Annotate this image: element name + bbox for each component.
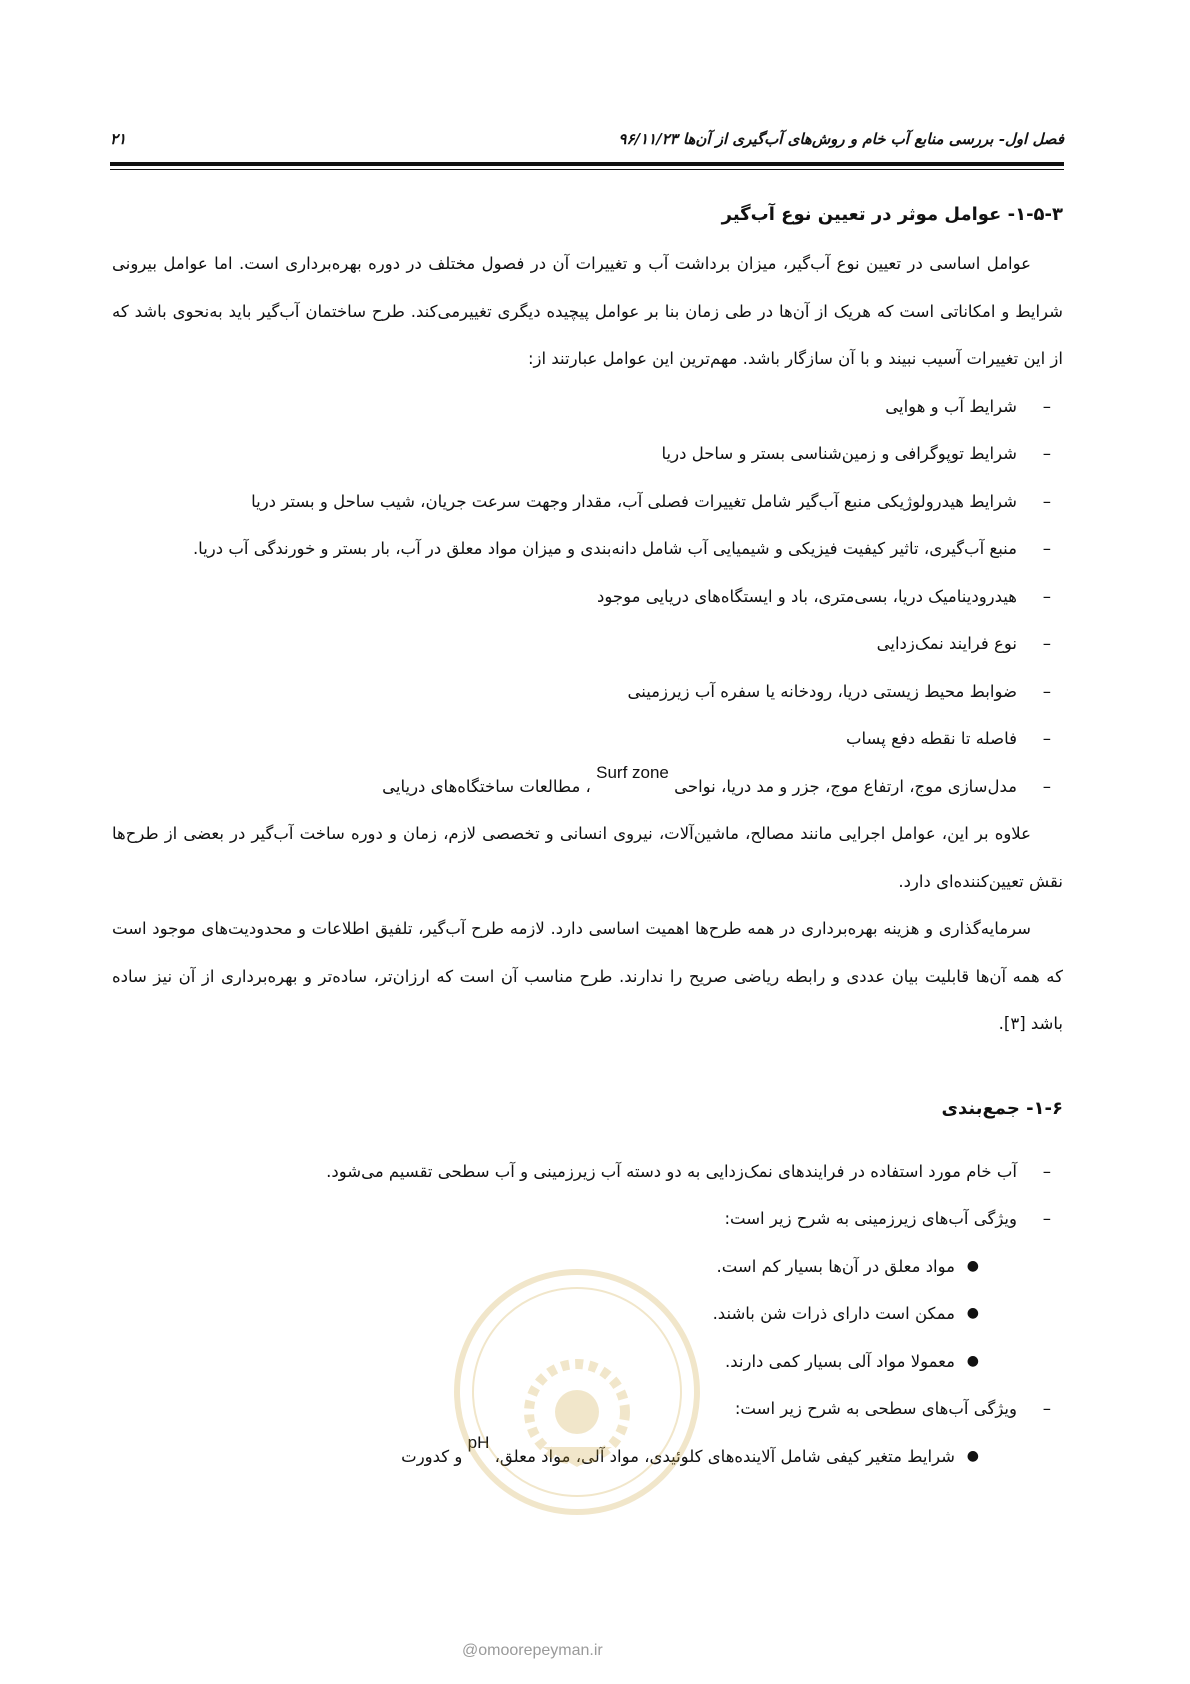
paragraph: عوامل اساسی در تعیین نوع آب‌گیر، میزان برداشت آب و تغییرات آن در فصول مختلف در دوره بهره‌برداری است. اما عوامل بیرونی شرایط و امکاناتی است که هریک از آن‌ها در طی زمان بنا بر عوامل پیچیده دیگری تغییرمی‌کند. طرح ساختمان آب‌گیر باید به‌نحوی باشد که از این تغییرات آسیب نبیند و با آن سازگار باشد. مهم‌ترین این عوامل عبارتند از: xyxy=(112,254,1063,368)
list-item: – ضوابط محیط زیستی دریا، رودخانه یا سفره آب زیرزمینی xyxy=(627,681,1051,701)
bullet-item: ● مواد معلق در آن‌ها بسیار کم است. xyxy=(716,1256,979,1276)
list-item: – هیدرودینامیک دریا، بسی‌متری، باد و ایستگاه‌های دریایی موجود xyxy=(597,586,1051,606)
bullet-item: ● معمولا مواد آلی بسیار کمی دارند. xyxy=(725,1351,979,1371)
list-item: – منبع آب‌گیری، تاثیر کیفیت فیزیکی و شیمیایی آب شامل دانه‌بندی و میزان مواد معلق در آب، بار بستر و خورندگی آب دریا. xyxy=(192,539,1051,558)
list-item: – شرایط آب و هوایی xyxy=(885,396,1051,416)
bullet-item: ● شرایط متغیر کیفی شامل آلاینده‌های کلوئیدی، مواد آلی، مواد معلق، pH و کدورت xyxy=(112,1433,1063,1481)
factor-list xyxy=(112,383,1063,811)
list-item: – نوع فرایند نمک‌زدایی xyxy=(876,634,1051,653)
latin-term: Surf zone xyxy=(596,762,669,782)
list-item: – شرایط هیدرولوژیکی منبع آب‌گیر شامل تغییرات فصلی آب، مقدار وجهت سرعت جریان، شیب ساحل و بستر دریا xyxy=(251,491,1051,511)
paragraph: علاوه بر این، عوامل اجرایی مانند مصالح، ماشین‌آلات، نیروی انسانی و تخصصی لازم، زمان و دوره ساخت آب‌گیر در بعضی از طرح‌ها نقش تعیین‌کننده‌ای دارد. xyxy=(112,824,1063,891)
paragraph: سرمایه‌گذاری و هزینه بهره‌برداری در همه طرح‌ها اهمیت اساسی دارد. لازمه طرح آب‌گیر، تلفیق اطلاعات و محدودیت‌های موجود است که همه آن‌ها قابلیت بیان عددی و رابطه ریاضی صریح را ندارند. طرح مناسب آن است که ارزان‌تر، ساده‌تر و بهره‌برداری از آن نیز ساده باشد [۳]. xyxy=(112,919,1063,1033)
bullet-item: ● ممکن است دارای ذرات شن باشند. xyxy=(712,1304,979,1323)
section-heading: ۱-۶- جمع‌بندی xyxy=(941,1097,1063,1119)
list-item: – ویژگی آب‌های زیرزمینی به شرح زیر است: xyxy=(724,1209,1051,1228)
list-item: – مدل‌سازی موج، ارتفاع موج، جزر و مد دریا، نواحی Surf zone ، مطالعات ساختگاه‌های دریایی xyxy=(112,763,1063,811)
body-content xyxy=(112,190,1063,1480)
list-item: – آب خام مورد استفاده در فرایندهای نمک‌زدایی به دو دسته آب زیرزمینی و آب سطحی تقسیم می‌شود. xyxy=(326,1161,1051,1181)
summary-list xyxy=(112,1148,1063,1481)
section-heading: ۱-۵-۳- عوامل موثر در تعیین نوع آب‌گیر xyxy=(721,204,1063,225)
watermark-url: @omoorepeyman.ir xyxy=(462,1642,603,1659)
latin-term: pH xyxy=(467,1432,490,1452)
header-rule-thick xyxy=(110,162,1064,166)
chapter-title: فصل اول- بررسی منابع آب خام و روش‌های آب‌گیری از آن‌ها ۹۶/۱۱/۲۳ xyxy=(618,130,1064,148)
header-rule-thin xyxy=(110,169,1064,170)
list-item: – فاصله تا نقطه دفع پساب xyxy=(845,729,1051,748)
page-number: ۲۱ xyxy=(110,130,127,148)
list-item: – شرایط توپوگرافی و زمین‌شناسی بستر و ساحل دریا xyxy=(661,444,1051,463)
list-item: – ویژگی آب‌های سطحی به شرح زیر است: xyxy=(734,1399,1051,1418)
